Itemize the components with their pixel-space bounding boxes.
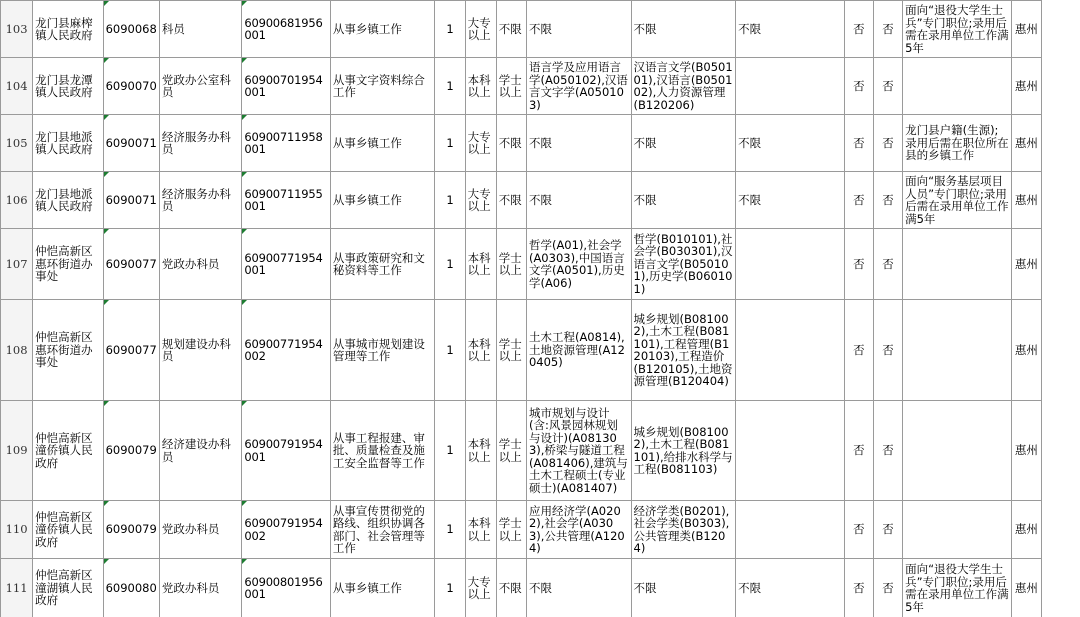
cell-flag-m[interactable]: 否 xyxy=(844,501,873,559)
cell-flag-n[interactable]: 否 xyxy=(873,1,902,58)
cell-city[interactable]: 惠州 xyxy=(1011,300,1041,401)
cell-major-grad[interactable]: 汉语言文学(B050101),汉语言(B050102),人力资源管理(B120206) xyxy=(631,58,736,115)
cell-major-other[interactable]: 不限 xyxy=(736,172,845,229)
cell-unit-code[interactable]: 6090071 xyxy=(103,172,159,229)
blank-area xyxy=(1042,0,1080,617)
cell-note[interactable]: 面向“退役大学生士兵”专门职位;录用后需在录用单位工作满5年 xyxy=(903,559,1012,617)
cell-city[interactable]: 惠州 xyxy=(1011,1,1041,58)
table-row xyxy=(1,501,1042,559)
cell-count[interactable]: 1 xyxy=(435,229,465,300)
cell-description[interactable]: 从事政策研究和文秘资料等工作 xyxy=(330,229,435,300)
table-row xyxy=(1,401,1042,501)
cell-position-code[interactable]: 60900801956001 xyxy=(242,559,331,617)
cell-unit[interactable]: 龙门县地派镇人民政府 xyxy=(33,172,103,229)
cell-unit[interactable]: 仲恺高新区潼湖镇人民政府 xyxy=(33,559,103,617)
row-number[interactable]: 107 xyxy=(1,229,33,300)
cell-department[interactable]: 经济服务办科员 xyxy=(159,115,241,172)
cell-unit[interactable]: 龙门县地派镇人民政府 xyxy=(33,115,103,172)
table-row xyxy=(1,1,1042,58)
cell-department[interactable]: 科员 xyxy=(159,1,241,58)
cell-degree[interactable]: 学士以上 xyxy=(496,229,526,300)
cell-unit-code[interactable]: 6090079 xyxy=(103,401,159,501)
cell-education[interactable]: 本科以上 xyxy=(465,401,496,501)
cell-major-grad[interactable]: 经济学类(B0201),社会学类(B0303),公共管理类(B1204) xyxy=(631,501,736,559)
cell-note[interactable]: 面向“服务基层项目人员”专门职位;录用后需在录用单位工作满5年 xyxy=(903,172,1012,229)
cell-description[interactable]: 从事工程报建、审批、质量检查及施工安全监督等工作 xyxy=(330,401,435,501)
cell-education[interactable]: 大专以上 xyxy=(465,559,496,617)
cell-major-undergrad[interactable]: 土木工程(A0814),土地资源管理(A120405) xyxy=(526,300,631,401)
cell-flag-n[interactable]: 否 xyxy=(873,115,902,172)
cell-flag-n[interactable]: 否 xyxy=(873,229,902,300)
cell-education[interactable]: 本科以上 xyxy=(465,300,496,401)
cell-education[interactable]: 本科以上 xyxy=(465,229,496,300)
cell-education[interactable]: 大专以上 xyxy=(465,1,496,58)
cell-education[interactable]: 大专以上 xyxy=(465,172,496,229)
cell-city[interactable]: 惠州 xyxy=(1011,501,1041,559)
cell-unit-code[interactable]: 6090080 xyxy=(103,559,159,617)
cell-description[interactable]: 从事乡镇工作 xyxy=(330,1,435,58)
cell-city[interactable]: 惠州 xyxy=(1011,58,1041,115)
cell-degree[interactable]: 不限 xyxy=(496,1,526,58)
cell-flag-m[interactable]: 否 xyxy=(844,1,873,58)
cell-department[interactable]: 党政办科员 xyxy=(159,229,241,300)
cell-note[interactable] xyxy=(903,58,1012,115)
table-row xyxy=(1,229,1042,300)
table-row xyxy=(1,300,1042,401)
cell-flag-m[interactable]: 否 xyxy=(844,172,873,229)
cell-count[interactable]: 1 xyxy=(435,58,465,115)
cell-major-undergrad[interactable]: 应用经济学(A0202),社会学(A0303),公共管理(A1204) xyxy=(526,501,631,559)
cell-major-other[interactable]: 不限 xyxy=(736,559,845,617)
cell-major-other[interactable] xyxy=(736,501,845,559)
cell-department[interactable]: 党政办公室科员 xyxy=(159,58,241,115)
cell-description[interactable]: 从事乡镇工作 xyxy=(330,559,435,617)
cell-department[interactable]: 党政办科员 xyxy=(159,501,241,559)
row-number[interactable]: 104 xyxy=(1,58,33,115)
cell-city[interactable]: 惠州 xyxy=(1011,401,1041,501)
cell-position-code[interactable]: 60900711955001 xyxy=(242,172,331,229)
cell-unit[interactable]: 龙门县龙潭镇人民政府 xyxy=(33,58,103,115)
cell-major-other[interactable] xyxy=(736,58,845,115)
row-number[interactable]: 111 xyxy=(1,559,33,617)
cell-flag-m[interactable]: 否 xyxy=(844,300,873,401)
cell-position-code[interactable]: 60900791954002 xyxy=(242,501,331,559)
row-number[interactable]: 103 xyxy=(1,1,33,58)
cell-position-code[interactable]: 60900701954001 xyxy=(242,58,331,115)
cell-count[interactable]: 1 xyxy=(435,1,465,58)
row-number[interactable]: 105 xyxy=(1,115,33,172)
cell-city[interactable]: 惠州 xyxy=(1011,115,1041,172)
cell-major-undergrad[interactable]: 不限 xyxy=(526,559,631,617)
cell-department[interactable]: 经济服务办科员 xyxy=(159,172,241,229)
cell-major-grad[interactable]: 不限 xyxy=(631,559,736,617)
cell-flag-m[interactable]: 否 xyxy=(844,559,873,617)
table-row xyxy=(1,115,1042,172)
cell-flag-m[interactable]: 否 xyxy=(844,229,873,300)
cell-department[interactable]: 经济建设办科员 xyxy=(159,401,241,501)
cell-unit[interactable]: 龙门县麻榨镇人民政府 xyxy=(33,1,103,58)
cell-flag-m[interactable]: 否 xyxy=(844,115,873,172)
row-number[interactable]: 110 xyxy=(1,501,33,559)
cell-description[interactable]: 从事宣传贯彻党的路线、组织协调各部门、社会管理等工作 xyxy=(330,501,435,559)
cell-count[interactable]: 1 xyxy=(435,559,465,617)
cell-degree[interactable]: 不限 xyxy=(496,172,526,229)
cell-flag-m[interactable]: 否 xyxy=(844,401,873,501)
cell-position-code[interactable]: 60900681956001 xyxy=(242,1,331,58)
cell-department[interactable]: 党政办科员 xyxy=(159,559,241,617)
cell-degree[interactable]: 学士以上 xyxy=(496,401,526,501)
cell-major-undergrad[interactable]: 语言学及应用语言学(A050102),汉语言文字学(A050103) xyxy=(526,58,631,115)
cell-major-undergrad[interactable]: 哲学(A01),社会学(A0303),中国语言文学(A0501),历史学(A06) xyxy=(526,229,631,300)
cell-flag-m[interactable]: 否 xyxy=(844,58,873,115)
cell-city[interactable]: 惠州 xyxy=(1011,172,1041,229)
cell-flag-n[interactable]: 否 xyxy=(873,501,902,559)
cell-major-grad[interactable]: 不限 xyxy=(631,1,736,58)
cell-major-grad[interactable]: 不限 xyxy=(631,172,736,229)
cell-flag-n[interactable]: 否 xyxy=(873,172,902,229)
cell-degree[interactable]: 不限 xyxy=(496,115,526,172)
cell-flag-n[interactable]: 否 xyxy=(873,559,902,617)
cell-degree[interactable]: 学士以上 xyxy=(496,501,526,559)
cell-major-other[interactable] xyxy=(736,229,845,300)
cell-major-undergrad[interactable]: 不限 xyxy=(526,1,631,58)
cell-unit-code[interactable]: 6090077 xyxy=(103,229,159,300)
cell-note[interactable] xyxy=(903,501,1012,559)
cell-count[interactable]: 1 xyxy=(435,401,465,501)
cell-major-grad[interactable]: 不限 xyxy=(631,115,736,172)
cell-description[interactable]: 从事乡镇工作 xyxy=(330,172,435,229)
cell-unit[interactable]: 仲恺高新区惠环街道办事处 xyxy=(33,229,103,300)
cell-position-code[interactable]: 60900771954002 xyxy=(242,300,331,401)
cell-description[interactable]: 从事乡镇工作 xyxy=(330,115,435,172)
cell-note[interactable] xyxy=(903,300,1012,401)
cell-unit[interactable]: 仲恺高新区惠环街道办事处 xyxy=(33,300,103,401)
table-row xyxy=(1,172,1042,229)
table-body xyxy=(1,1,1042,617)
cell-count[interactable]: 1 xyxy=(435,501,465,559)
cell-city[interactable]: 惠州 xyxy=(1011,229,1041,300)
cell-count[interactable]: 1 xyxy=(435,300,465,401)
row-number[interactable]: 108 xyxy=(1,300,33,401)
cell-major-grad[interactable]: 城乡规划(B081002),土木工程(B081101),工程管理(B120103),工程造价(B120105),土地资源管理(B120404) xyxy=(631,300,736,401)
cell-note[interactable] xyxy=(903,401,1012,501)
cell-position-code[interactable]: 60900771954001 xyxy=(242,229,331,300)
cell-unit[interactable]: 仲恺高新区潼侨镇人民政府 xyxy=(33,401,103,501)
row-number[interactable]: 109 xyxy=(1,401,33,501)
table-row xyxy=(1,58,1042,115)
cell-description[interactable]: 从事文字资料综合工作 xyxy=(330,58,435,115)
cell-major-undergrad[interactable]: 不限 xyxy=(526,172,631,229)
cell-major-other[interactable] xyxy=(736,401,845,501)
cell-unit[interactable]: 仲恺高新区潼侨镇人民政府 xyxy=(33,501,103,559)
cell-degree[interactable]: 学士以上 xyxy=(496,300,526,401)
cell-education[interactable]: 本科以上 xyxy=(465,58,496,115)
cell-education[interactable]: 本科以上 xyxy=(465,501,496,559)
cell-major-undergrad[interactable]: 不限 xyxy=(526,115,631,172)
cell-department[interactable]: 规划建设办科员 xyxy=(159,300,241,401)
cell-position-code[interactable]: 60900791954001 xyxy=(242,401,331,501)
cell-education[interactable]: 大专以上 xyxy=(465,115,496,172)
cell-major-grad[interactable]: 城乡规划(B081002),土木工程(B081101),给排水科学与工程(B081103) xyxy=(631,401,736,501)
cell-flag-n[interactable]: 否 xyxy=(873,300,902,401)
cell-unit-code[interactable]: 6090068 xyxy=(103,1,159,58)
cell-unit-code[interactable]: 6090071 xyxy=(103,115,159,172)
cell-unit-code[interactable]: 6090070 xyxy=(103,58,159,115)
cell-unit-code[interactable]: 6090077 xyxy=(103,300,159,401)
cell-flag-n[interactable]: 否 xyxy=(873,401,902,501)
table-row xyxy=(1,559,1042,617)
row-number[interactable]: 106 xyxy=(1,172,33,229)
cell-note[interactable]: 面向“退役大学生士兵”专门职位;录用后需在录用单位工作满5年 xyxy=(903,1,1012,58)
cell-degree[interactable]: 学士以上 xyxy=(496,58,526,115)
cell-note[interactable]: 龙门县户籍(生源);录用后需在职位所在县的乡镇工作 xyxy=(903,115,1012,172)
cell-count[interactable]: 1 xyxy=(435,115,465,172)
cell-city[interactable]: 惠州 xyxy=(1011,559,1041,617)
cell-flag-n[interactable]: 否 xyxy=(873,58,902,115)
cell-major-grad[interactable]: 哲学(B010101),社会学(B030301),汉语言文学(B050101),历史学(B060101) xyxy=(631,229,736,300)
cell-note[interactable] xyxy=(903,229,1012,300)
cell-description[interactable]: 从事城市规划建设管理等工作 xyxy=(330,300,435,401)
cell-major-other[interactable]: 不限 xyxy=(736,1,845,58)
cell-major-other[interactable] xyxy=(736,300,845,401)
cell-major-other[interactable]: 不限 xyxy=(736,115,845,172)
cell-position-code[interactable]: 60900711958001 xyxy=(242,115,331,172)
cell-major-undergrad[interactable]: 城市规划与设计(含:风景园林规划与设计)(A081303),桥梁与隧道工程(A081406),建筑与土木工程硕士(专业硕士)(A081407) xyxy=(526,401,631,501)
cell-degree[interactable]: 不限 xyxy=(496,559,526,617)
cell-count[interactable]: 1 xyxy=(435,172,465,229)
cell-unit-code[interactable]: 6090079 xyxy=(103,501,159,559)
